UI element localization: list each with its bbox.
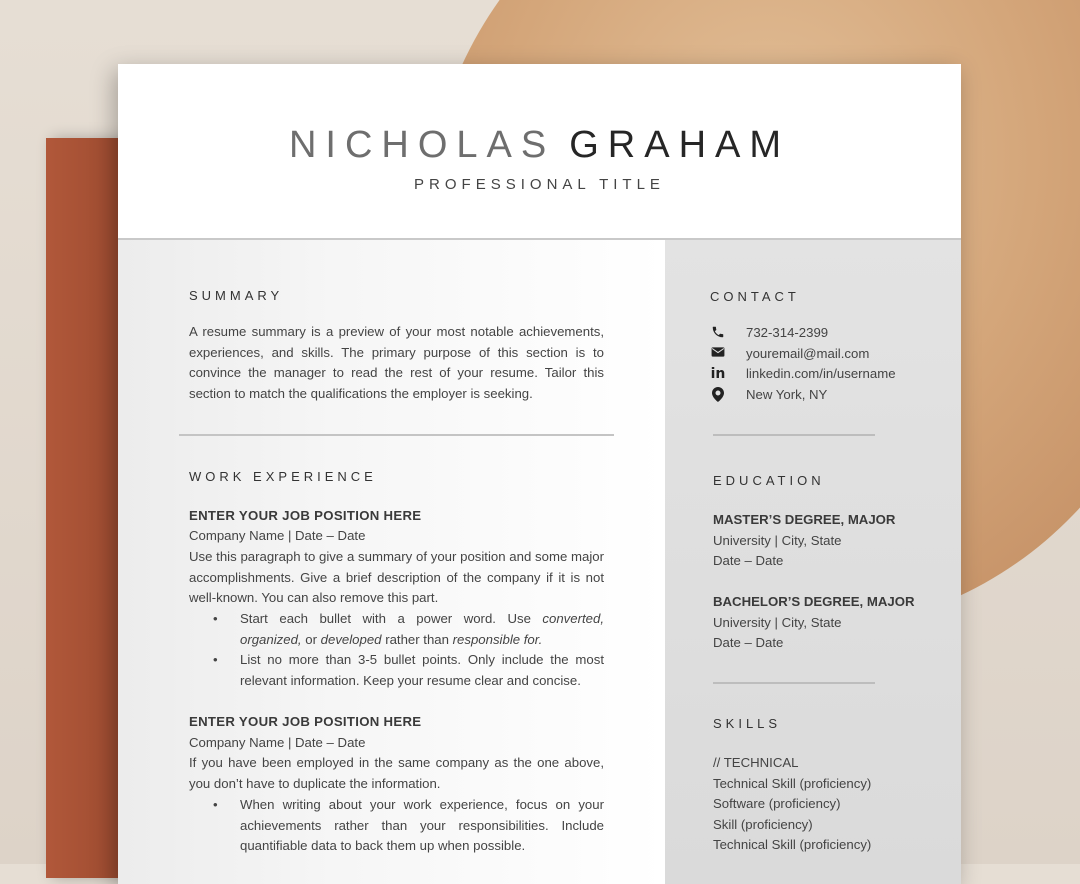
phone-icon <box>710 325 726 341</box>
education-dates-1: Date – Date <box>713 553 784 568</box>
education-degree-1: MASTER’S DEGREE, MAJOR <box>713 512 896 527</box>
skill-item: Software (proficiency) <box>713 796 841 811</box>
skills-group-label: // TECHNICAL <box>713 755 799 770</box>
envelope-icon <box>710 346 726 362</box>
sidebar-column <box>665 240 961 884</box>
candidate-name <box>118 124 961 167</box>
first-name: NICHOLAS <box>288 124 556 166</box>
education-school-2: University | City, State <box>713 615 842 630</box>
job-position-1: ENTER YOUR JOB POSITION HERE <box>189 508 422 523</box>
phone-text: 732-314-2399 <box>746 325 829 340</box>
job-bullets-2 <box>189 795 604 857</box>
location-text: New York, NY <box>746 387 828 402</box>
skill-item: Technical Skill (proficiency) <box>713 837 872 852</box>
email-text: youremail@mail.com <box>746 346 870 361</box>
job-position-2: ENTER YOUR JOB POSITION HERE <box>189 714 422 729</box>
list-item: • List no more than 3-5 bullet points. Only include the most relevant information. Keep your resume clear and concise. <box>189 650 604 691</box>
skill-item: Skill (proficiency) <box>713 817 813 832</box>
linkedin-text: linkedin.com/in/username <box>746 366 896 381</box>
professional-title: PROFESSIONAL TITLE <box>414 176 665 193</box>
job-description-1: Use this paragraph to give a summary of your position and some major accomplishments. Give a brief description of the company if it is not well-known. You can also remove this part. <box>189 549 604 606</box>
summary-heading: SUMMARY <box>189 288 284 303</box>
resume-header <box>118 64 961 240</box>
education-school-1: University | City, State <box>713 533 842 548</box>
skill-item: Technical Skill (proficiency) <box>713 776 872 791</box>
list-item: • Start each bullet with a power word. Use converted, organized, or developed rather than responsible for. <box>189 609 604 650</box>
linkedin-icon: in <box>710 366 726 382</box>
location-pin-icon <box>710 387 726 403</box>
education-degree-2: BACHELOR’S DEGREE, MAJOR <box>713 594 915 609</box>
list-item: • When writing about your work experience, focus on your achievements rather than your responsibilities. Include quantifiable data to back them up when possible. <box>189 795 604 857</box>
job-company-1: Company Name | Date – Date <box>189 528 366 543</box>
summary-text: A resume summary is a preview of your most notable achievements, experiences, and skills. The primary purpose of this section is to convince the manager to read the rest of your resume. Tailor this section to match the qualifications the employer is seeking. <box>189 324 604 401</box>
education-heading: EDUCATION <box>713 473 825 488</box>
work-experience-heading: WORK EXPERIENCE <box>189 469 377 484</box>
section-divider <box>713 682 875 684</box>
section-divider <box>179 434 614 436</box>
skills-heading: SKILLS <box>713 716 782 731</box>
job-description-2: If you have been employed in the same company as the one above, you don’t have to duplicate the information. <box>189 755 604 791</box>
section-divider <box>713 434 875 436</box>
resume-page <box>118 64 961 884</box>
job-bullets-1 <box>189 609 604 691</box>
contact-heading: CONTACT <box>710 289 800 304</box>
last-name: GRAHAM <box>569 124 791 166</box>
job-company-2: Company Name | Date – Date <box>189 735 366 750</box>
main-column <box>118 240 665 884</box>
education-dates-2: Date – Date <box>713 635 784 650</box>
